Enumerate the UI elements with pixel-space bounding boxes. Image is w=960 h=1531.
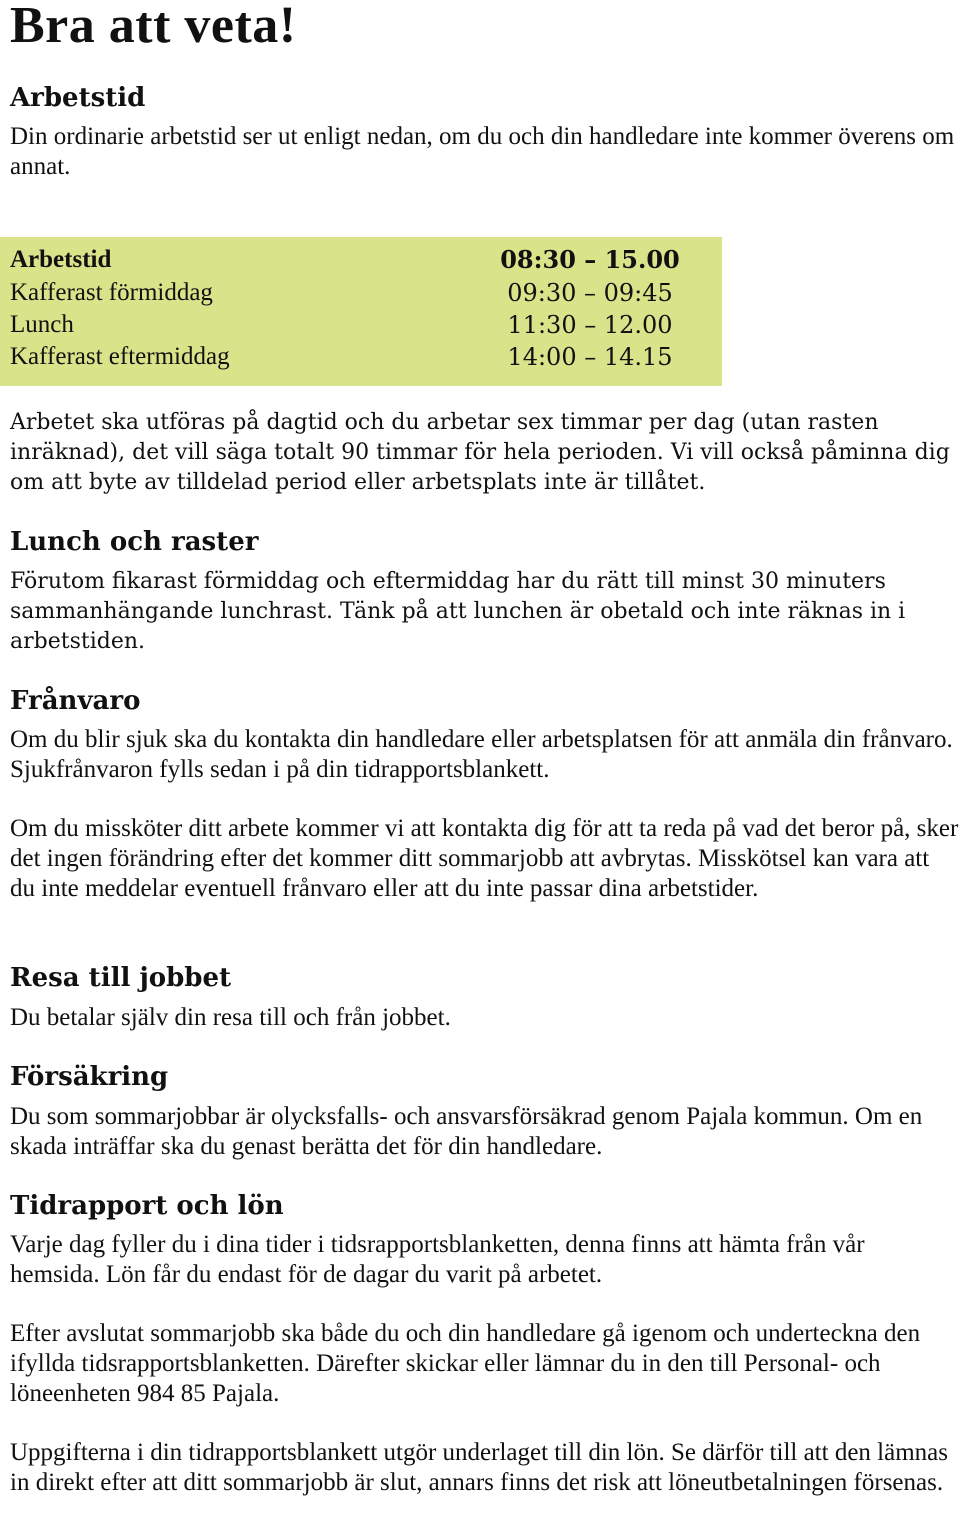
heading-tidrapport: Tidrapport och lön	[10, 1191, 284, 1221]
heading-resa: Resa till jobbet	[10, 963, 232, 993]
franvaro-body-1: Om du blir sjuk ska du kontakta din handledare eller arbetsplatsen för att anmäla din frånvaro. Sjukfrånvaron fylls sedan i på din tidrapportsblankett.	[10, 726, 953, 783]
schedule-row	[10, 277, 710, 309]
franvaro-body-2: Om du missköter ditt arbete kommer vi att kontakta dig för att ta reda på vad det beror på, sker det ingen förändring efter det kommer ditt sommarjobb att avbrytas. Misskötsel kan vara att du inte meddelar eventuell frånvaro eller att du inte passar dina arbetstider.	[10, 815, 959, 902]
heading-arbetstid: Arbetstid	[10, 83, 146, 113]
schedule-time: 14:00 – 14.15	[507, 343, 673, 371]
schedule-label: Kafferast förmiddag	[10, 279, 213, 306]
schedule-time: 09:30 – 09:45	[507, 279, 673, 307]
heading-franvaro: Frånvaro	[10, 686, 141, 716]
schedule-time: 08:30 – 15.00	[500, 245, 680, 274]
tidrapport-body-1: Varje dag fyller du i dina tider i tidsrapportsblanketten, denna finns att hämta från vår hemsida. Lön får du endast för de dagar du varit på arbetet.	[10, 1231, 865, 1288]
schedule-row	[10, 244, 710, 276]
arbetstid-body: Arbetet ska utföras på dagtid och du arbetar sex timmar per dag (utan rasten inräknad), det vill säga totalt 90 timmar för hela perioden. Vi vill också påminna dig om att byte av tilldelad period eller arbetsplats inte är tillåtet.	[10, 410, 950, 495]
schedule-label: Kafferast eftermiddag	[10, 343, 230, 370]
schedule-row	[10, 341, 710, 373]
arbetstid-intro: Din ordinarie arbetstid ser ut enligt nedan, om du och din handledare inte kommer överens om annat.	[10, 123, 955, 180]
schedule-label: Lunch	[10, 311, 74, 338]
schedule-label: Arbetstid	[10, 246, 112, 273]
tidrapport-body-2: Efter avslutat sommarjobb ska både du och din handledare gå igenom och underteckna den ifyllda tidsrapportsblanketten. Därefter skickar eller lämnar du in den till Personal- och löneenheten 984 85 Pajala.	[10, 1320, 921, 1407]
page-title: Bra att veta!	[10, 0, 297, 54]
lunch-body: Förutom fikarast förmiddag och eftermiddag har du rätt till minst 30 minuters sammanhängande lunchrast. Tänk på att lunchen är obetald och inte räknas in i arbetstiden.	[10, 569, 906, 654]
heading-lunch: Lunch och raster	[10, 527, 259, 557]
schedule-row	[10, 309, 710, 341]
schedule-table	[0, 237, 722, 386]
forsakring-body: Du som sommarjobbar är olycksfalls- och ansvarsförsäkrad genom Pajala kommun. Om en skada inträffar ska du genast berätta det för din handledare.	[10, 1103, 923, 1160]
heading-forsakring: Försäkring	[10, 1062, 169, 1092]
resa-body: Du betalar själv din resa till och från jobbet.	[10, 1004, 451, 1031]
tidrapport-body-3: Uppgifterna i din tidrapportsblankett utgör underlaget till din lön. Se därför till att den lämnas in direkt efter att ditt sommarjobb är slut, annars finns det risk att löneutbetalningen försenas.	[10, 1439, 948, 1496]
schedule-time: 11:30 – 12.00	[507, 311, 673, 339]
